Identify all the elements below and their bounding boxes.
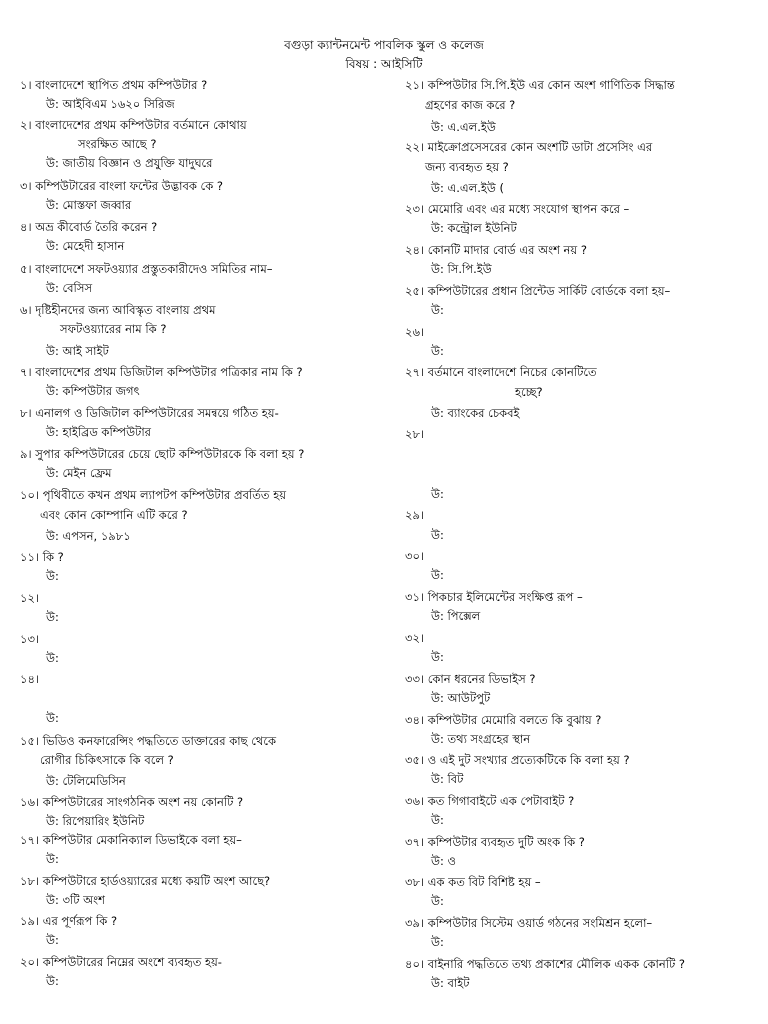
answer-28: উ: [431, 487, 444, 501]
answer-37: উ: ও [431, 854, 456, 868]
question-6: ৬। দৃষ্টিহীনদের জন্য আবিস্কৃত বাংলায় প্রথম [20, 303, 216, 317]
question-25: ২৫। কম্পিউটারের প্রধান প্রিন্টেড সার্কিট বোর্ডকে বলা হয়– [405, 284, 671, 298]
question-27-cont: হচ্ছে? [515, 385, 543, 399]
question-5: ৫। বাংলাদেশে সফটওয়্যার প্রস্তুতকারীদেও সমিতির নাম– [20, 262, 273, 276]
question-28: ২৮। [405, 427, 425, 441]
answer-2: উ: জাতীয় বিজ্ঞান ও প্রযুক্তি যাদুঘরে [46, 156, 213, 170]
question-10-cont: এবং কোন কোম্পানি এটি করে ? [40, 508, 188, 522]
answer-18: উ: ৩টি অংশ [46, 893, 105, 907]
question-15-cont: রোগীর চিকিৎসাকে কি বলে ? [40, 753, 174, 767]
question-16: ১৬। কম্পিউটারের সাংগঠনিক অংশ নয় কোনটি ? [20, 795, 244, 809]
answer-17: উ: [46, 852, 59, 866]
answer-14: উ: [46, 711, 59, 725]
question-22-cont: জন্য ব্যবহৃত হয় ? [425, 160, 509, 174]
question-29: ২৯। [405, 508, 425, 522]
answer-20: উ: [46, 974, 59, 988]
question-33: ৩৩। কোন ধরনের ডিভাইস ? [405, 672, 536, 686]
answer-38: উ: [431, 894, 444, 908]
answer-10: উ: এপসন, ১৯৮১ [46, 529, 131, 543]
answer-24: উ: সি.পি.ইউ [431, 262, 492, 276]
answer-7: উ: কম্পিউটার জগৎ [46, 384, 140, 398]
question-23: ২৩। মেমোরি এবং এর মধ্যে সংযোগ স্থাপন করে – [405, 202, 630, 216]
answer-1: উ: আইবিএম ১৬২০ সিরিজ [46, 97, 175, 111]
answer-25: উ: [431, 303, 444, 317]
question-37: ৩৭। কম্পিউটার ব্যবহৃত দুটি অংক কি ? [405, 835, 585, 849]
question-15: ১৫। ভিডিও কনফারেন্সিং পদ্ধতিতে ডাক্তারের কাছ থেকে [20, 734, 277, 748]
answer-26: উ: [431, 344, 444, 358]
question-11: ১১। কি ? [20, 550, 64, 564]
answer-5: উ: বেসিস [46, 281, 93, 295]
answer-16: উ: রিপেয়ারিং ইউনিট [46, 814, 145, 828]
question-2: ২। বাংলাদেশের প্রথম কম্পিউটার বর্তমানে কোথায় [20, 118, 247, 132]
answer-31: উ: পিক্সেল [431, 609, 481, 623]
question-36: ৩৬। কত গিগাবাইটে এক পেটাবাইট ? [405, 794, 575, 808]
answer-15: উ: টেলিমেডিসিন [46, 774, 126, 788]
question-8: ৮। এনালগ ও ডিজিটাল কম্পিউটারের সমন্বয়ে গঠিত হয়- [20, 406, 279, 420]
answer-29: উ: [431, 528, 444, 542]
answer-19: উ: [46, 933, 59, 947]
question-40: ৪০। বাইনারি পদ্ধতিতে তথ্য প্রকাশের মৌলিক একক কোনটি ? [405, 957, 686, 971]
answer-30: উ: [431, 568, 444, 582]
answer-21: উ: এ.এল.ইউ [431, 120, 496, 134]
question-19: ১৯। এর পূর্ণরূপ কি ? [20, 914, 118, 928]
answer-12: উ: [46, 610, 59, 624]
question-31: ৩১। পিকচার ইলিমেন্টের সংক্ষিপ্ত রূপ – [405, 590, 583, 604]
answer-27: উ: ব্যাংকের চেকবই [431, 406, 520, 420]
question-3: ৩। কম্পিউটারের বাংলা ফন্টের উদ্ভাবক কে ? [20, 179, 224, 193]
question-2-cont: সংরক্ষিত আছে ? [78, 137, 157, 151]
question-20: ২০। কম্পিউটারের নিম্নের অংশে ব্যবহৃত হয়- [20, 955, 222, 969]
question-10: ১০। পৃথিবীতে কখন প্রথম ল্যাপটপ কম্পিউটার প্রবর্তিত হয় [20, 488, 287, 502]
answer-23: উ: কন্ট্রোল ইউনিট [431, 221, 517, 235]
question-26: ২৬। [405, 325, 425, 339]
school-name: বগুড়া ক্যান্টনমেন্ট পাবলিক স্কুল ও কলেজ [284, 38, 484, 52]
question-21-cont: গ্রহণের কাজ করে ? [425, 98, 516, 112]
answer-4: উ: মেহেদী হাসান [46, 239, 125, 253]
question-38: ৩৮। এক কত বিট বিশিষ্ট হয় – [405, 875, 541, 889]
answer-32: উ: [431, 650, 444, 664]
answer-6: উ: আই সাইট [46, 344, 109, 358]
question-17: ১৭। কম্পিউটার মেকানিক্যাল ডিভাইকে বলা হয়– [20, 833, 242, 847]
question-18: ১৮। কম্পিউটারে হার্ডওয়্যারের মধ্যে কয়টি অংশ আছে? [20, 874, 271, 888]
answer-13: উ: [46, 651, 59, 665]
question-6-cont: সফটওয়্যারের নাম কি ? [60, 322, 167, 336]
answer-3: উ: মোস্তফা জব্বার [46, 198, 132, 212]
answer-33: উ: আউটপুট [431, 691, 491, 705]
question-4: ৪। অভ্র কীবোর্ড তৈরি করেন ? [20, 220, 158, 234]
answer-11: উ: [46, 569, 59, 583]
question-32: ৩২। [405, 631, 425, 645]
question-14: ১৪। [20, 672, 40, 686]
question-13: ১৩। [20, 632, 40, 646]
answer-8: উ: হাইব্রিড কম্পিউটার [46, 425, 151, 439]
question-12: ১২। [20, 591, 40, 605]
answer-39: উ: [431, 935, 444, 949]
answer-36: উ: [431, 813, 444, 827]
subject-title: বিষয় : আইসিটি [345, 57, 423, 71]
question-21: ২১। কম্পিউটার সি.পি.ইউ এর কোন অংশ গাণিতিক সিদ্ধান্ত [405, 78, 675, 92]
question-35: ৩৫। ও এই দুট সংখ্যার প্রত্যেকটিকে কি বলা হয় ? [405, 753, 630, 767]
document-header [0, 36, 768, 74]
question-27: ২৭। বর্তমানে বাংলাদেশে নিচের কোনটিতে [405, 365, 597, 379]
answer-40: উ: বাইট [431, 976, 470, 990]
question-9: ৯। সুপার কম্পিউটারের চেয়ে ছোট কম্পিউটারকে কি বলা হয় ? [20, 447, 305, 461]
question-7: ৭। বাংলাদেশের প্রথম ডিজিটাল কম্পিউটার পত্রিকার নাম কি ? [20, 365, 303, 379]
answer-35: উ: বিট [431, 772, 464, 786]
question-39: ৩৯। কম্পিউটার সিস্টেম ওয়ার্ড গঠনের সংমিশ্রন হলো– [405, 916, 653, 930]
answer-34: উ: তথ্য সংগ্রহের স্থান [431, 732, 531, 746]
question-1: ১। বাংলাদেশে স্থাপিত প্রথম কম্পিউটার ? [20, 78, 208, 92]
question-22: ২২। মাইক্রোপ্রসেসরের কোন অংশটি ডাটা প্রসেসিং এর [405, 140, 653, 154]
answer-22: উ: এ.এল.ইউ ( [431, 181, 504, 195]
question-30: ৩০। [405, 549, 425, 563]
question-34: ৩৪। কম্পিউটার মেমোরি বলতে কি বুঝায় ? [405, 713, 602, 727]
answer-9: উ: মেইন ফ্রেম [46, 466, 112, 480]
question-24: ২৪। কোনটি মাদার বোর্ড এর অংশ নয় ? [405, 243, 587, 257]
